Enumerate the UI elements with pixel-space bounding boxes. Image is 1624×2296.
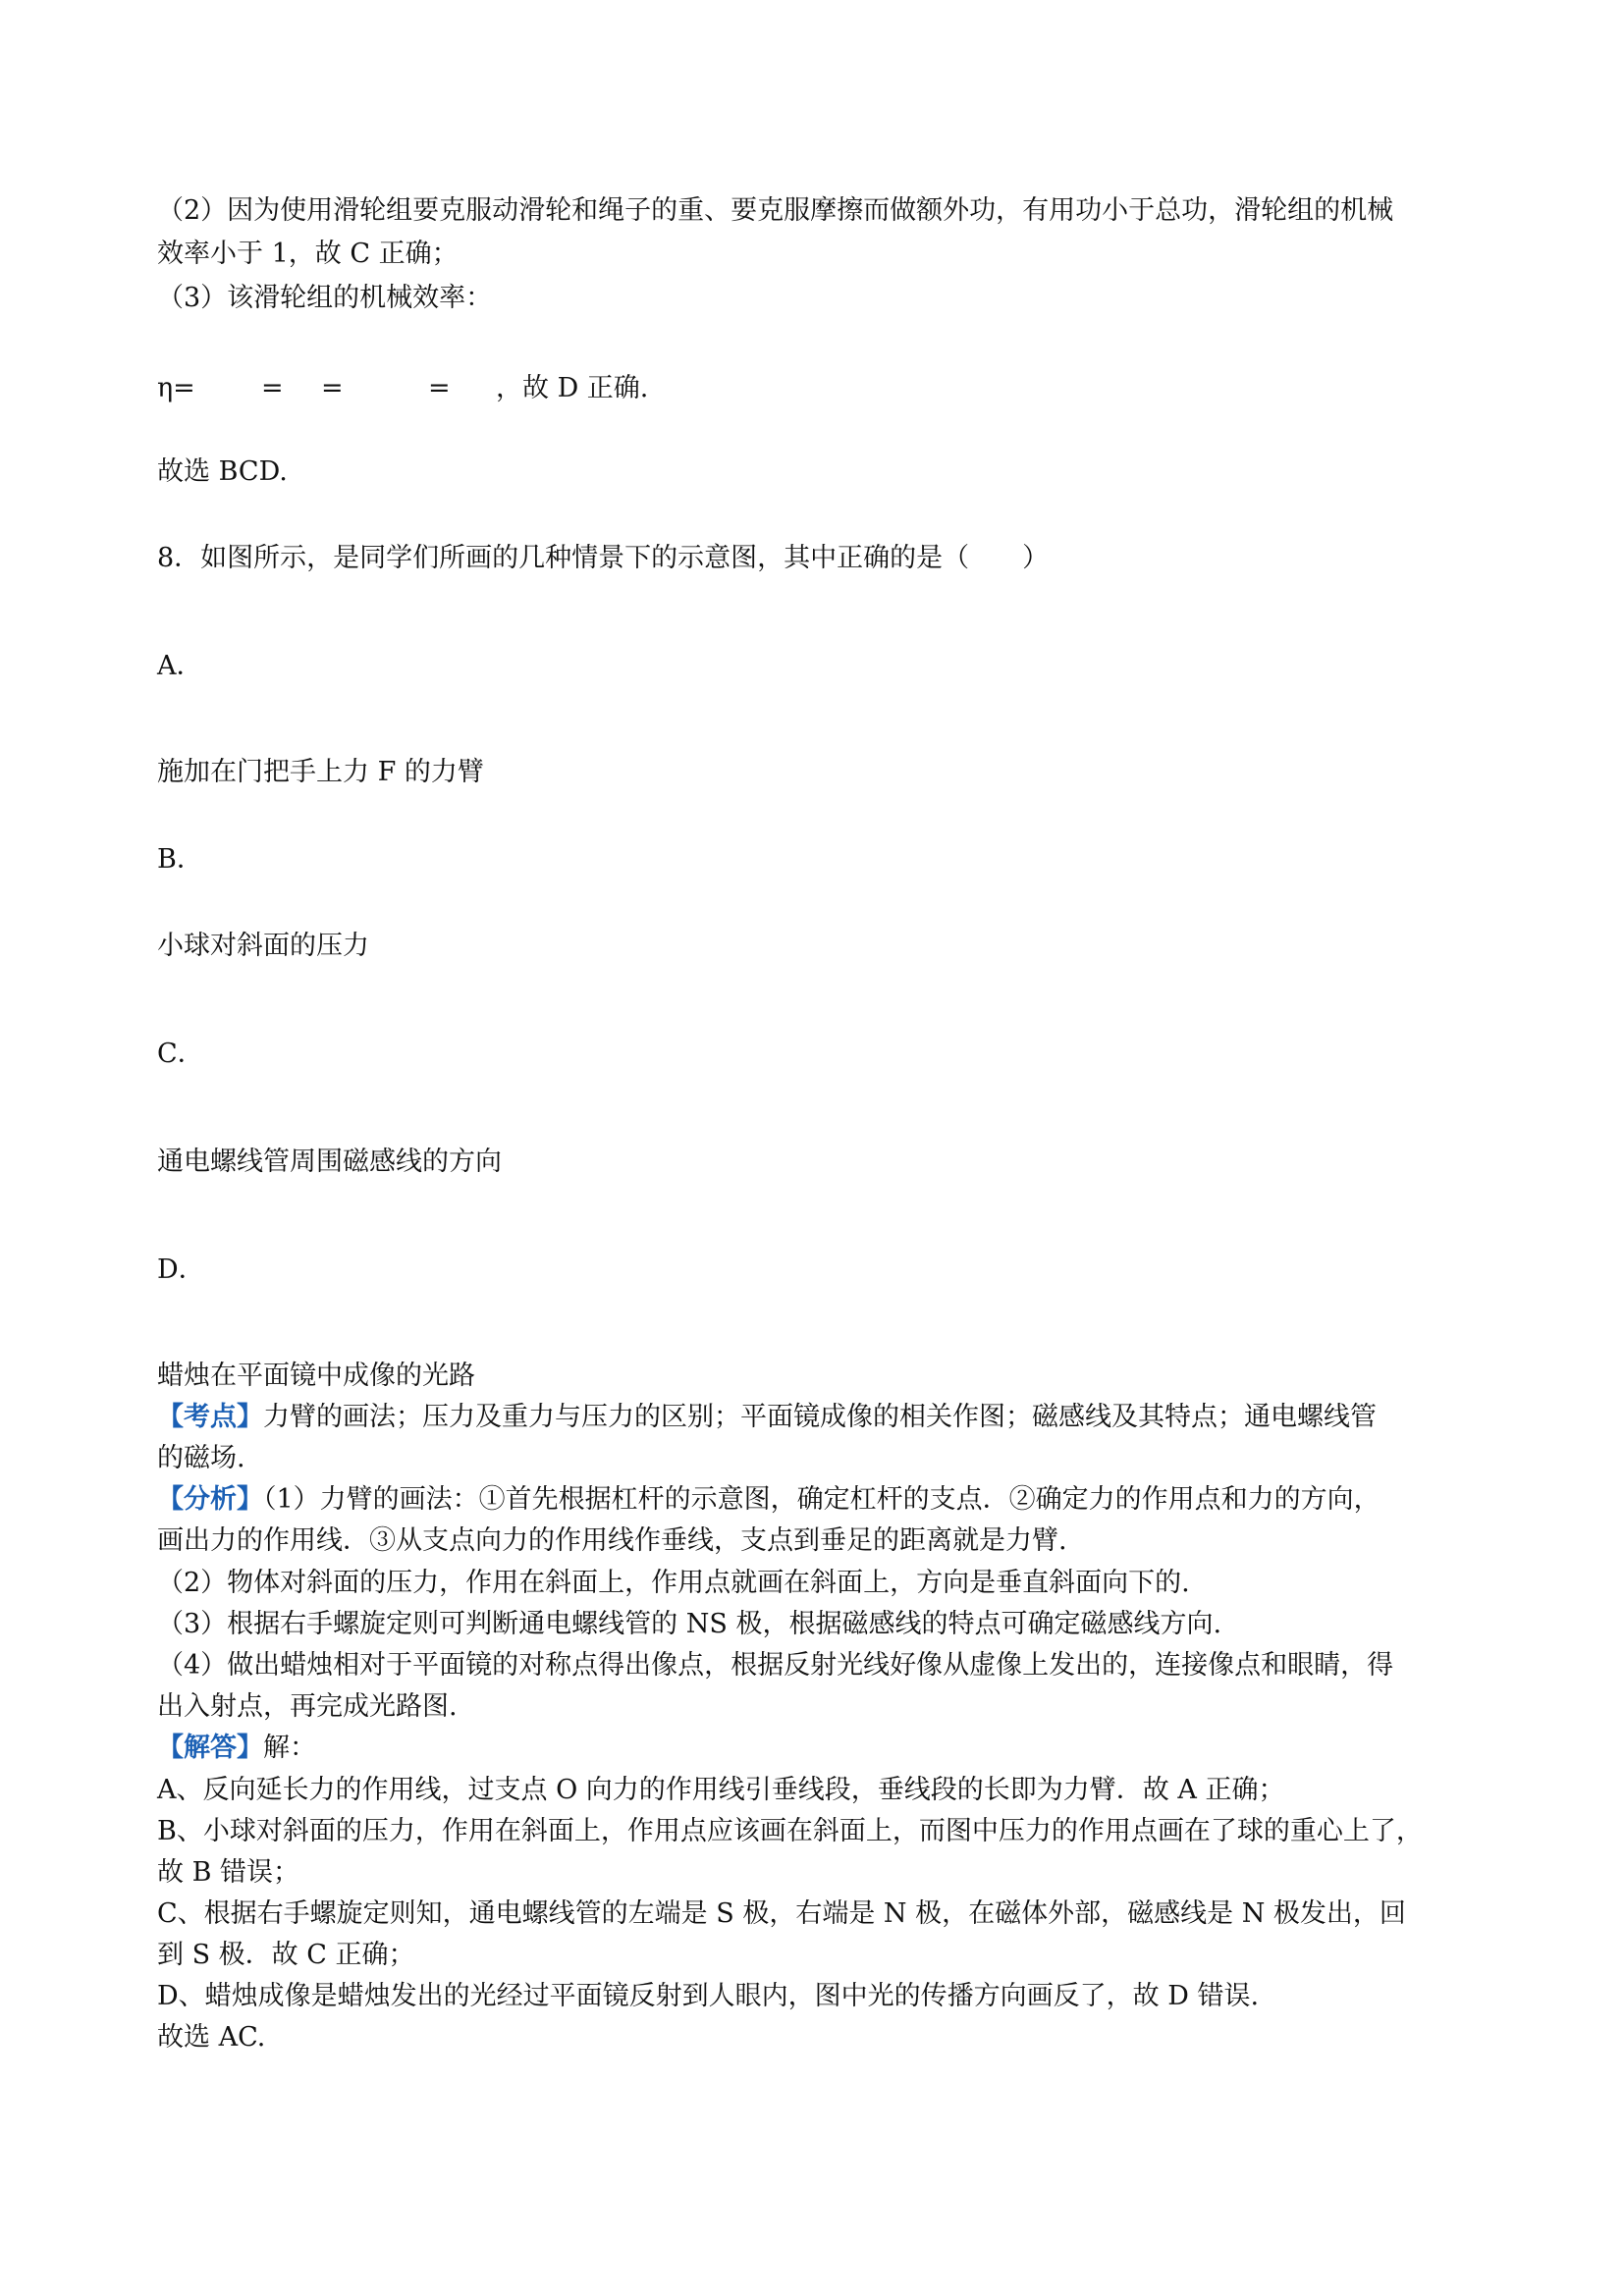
kaodian-tag: 【考点】 (157, 1402, 263, 1432)
text-line: 故选 AC. (157, 2022, 266, 2053)
kaodian-line (157, 1399, 1377, 1436)
jieda-line (157, 1730, 316, 1767)
question-stem: 8．如图所示，是同学们所画的几种情景下的示意图，其中正确的是（ ） (157, 543, 1050, 573)
fenxi-text: （1）力臂的画法：①首先根据杠杆的示意图，确定杠杆的支点．②确定力的作用点和力的方向， (263, 1484, 1380, 1515)
text-line: （2）因为使用滑轮组要克服动滑轮和绳子的重、要克服摩擦而做额外功，有用功小于总功，滑轮组的机械 (157, 195, 1394, 226)
jieda-text: 解： (263, 1733, 316, 1763)
jieda-tag: 【解答】 (157, 1733, 263, 1763)
option-d-label: D． (157, 1255, 205, 1285)
text-line: 故 B 错误； (157, 1857, 300, 1888)
text-line: 效率小于 1，故 C 正确； (157, 239, 459, 269)
eta-label: η= (157, 373, 195, 403)
kaodian-text: 力臂的画法；压力及重力与压力的区别；平面镜成像的相关作图；磁感线及其特点；通电螺线管 (263, 1402, 1377, 1432)
fenxi-tag: 【分析】 (157, 1484, 263, 1515)
text-line: A、反向延长力的作用线，过支点 O 向力的作用线引垂线段，垂线段的长即为力臂．故 A 正确； (157, 1775, 1285, 1805)
text-line: （3）根据右手螺旋定则可判断通电螺线管的 NS 极，根据磁感线的特点可确定磁感线方向. (157, 1609, 1222, 1639)
option-a-label: A． (157, 651, 203, 681)
text-line: B、小球对斜面的压力，作用在斜面上，作用点应该画在斜面上，而图中压力的作用点画在了球的重心上了， (157, 1816, 1423, 1846)
text-line: 出入射点，再完成光路图. (157, 1691, 458, 1722)
text-line: （4）做出蜡烛相对于平面镜的对称点得出像点，根据反射光线好像从虚像上发出的，连接像点和眼睛，得 (157, 1650, 1394, 1681)
text-line: C、根据右手螺旋定则知，通电螺线管的左端是 S 极，右端是 N 极，在磁体外部，磁感线是 N 极发出，回 (157, 1898, 1406, 1929)
text-line: D、蜡烛成像是蜡烛发出的光经过平面镜反射到人眼内，图中光的传播方向画反了，故 D 错误. (157, 1981, 1260, 2011)
option-c-label: C． (157, 1039, 204, 1069)
text-line: 画出力的作用线．③从支点向力的作用线作垂线，支点到垂足的距离就是力臂. (157, 1525, 1067, 1556)
text-line: （2）物体对斜面的压力，作用在斜面上，作用点就画在斜面上，方向是垂直斜面向下的. (157, 1568, 1190, 1598)
option-b-caption: 小球对斜面的压力 (157, 931, 369, 961)
fenxi-line (157, 1481, 1380, 1519)
text-line: 的磁场. (157, 1443, 245, 1473)
option-b-label: B． (157, 844, 203, 875)
option-d-caption: 蜡烛在平面镜中成像的光路 (157, 1361, 475, 1391)
option-c-caption: 通电螺线管周围磁感线的方向 (157, 1147, 502, 1177)
equals-sign: = (321, 373, 344, 403)
equals-sign: = (428, 373, 451, 403)
conclusion-text: ，故 D 正确. (496, 373, 649, 403)
option-a-caption: 施加在门把手上力 F 的力臂 (157, 757, 484, 787)
equals-sign: = (261, 373, 284, 403)
text-line: 到 S 极．故 C 正确； (157, 1940, 415, 1970)
text-line: 故选 BCD. (157, 456, 288, 487)
text-line: （3）该滑轮组的机械效率： (157, 283, 493, 313)
